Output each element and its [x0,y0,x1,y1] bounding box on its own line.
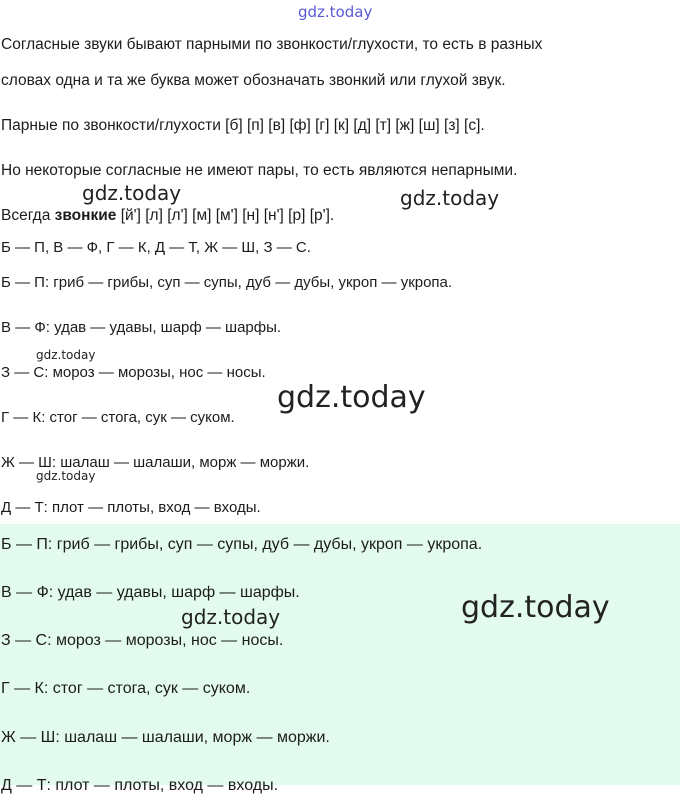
watermark: gdz.today [400,186,500,210]
answer-line: В — Ф: удав — удавы, шарф — шарфы. [1,584,300,601]
example-line: Б — П: гриб — грибы, суп — супы, дуб — дубы, укроп — укропа. [1,274,453,291]
pairs-list-line: Б — П, В — Ф, Г — К, Д — Т, Ж — Ш, З — С. [1,239,311,256]
watermark: gdz.today [461,590,610,625]
unpaired-consonants-line: Но некоторые согласные не имеют пары, то есть являются непарными. [1,162,518,179]
paired-consonants-line: Парные по звонкости/глухости [б] [п] [в] [ф] [г] [к] [д] [т] [ж] [ш] [з] [с]. [1,117,485,134]
intro-line-2: словах одна и та же буква может обозначать звонкий или глухой звук. [1,72,506,89]
example-line: Д — Т: плот — плоты, вход — входы. [1,499,261,516]
example-line: Ж — Ш: шалаш — шалаши, морж — моржи. [1,454,310,471]
always-voiced-line [1,206,334,226]
answer-line: Г — К: стог — стога, сук — суком. [1,680,251,697]
always-voiced-bold: звонкие [54,207,117,224]
answer-line: Д — Т: плот — плоты, вход — входы. [1,777,279,794]
example-line: З — С: мороз — морозы, нос — носы. [1,364,266,381]
example-line: В — Ф: удав — удавы, шарф — шарфы. [1,319,282,336]
watermark: gdz.today [36,469,96,483]
answer-line: Ж — Ш: шалаш — шалаши, морж — моржи. [1,729,330,746]
watermark: gdz.today [181,605,281,629]
watermark: gdz.today [298,3,373,21]
watermark: gdz.today [36,348,96,362]
intro-line-1: Согласные звуки бывают парными по звонкости/глухости, то есть в разных [1,36,543,53]
watermark: gdz.today [82,181,182,205]
watermark: gdz.today [277,380,426,415]
answer-line: Б — П: гриб — грибы, суп — супы, дуб — дубы, укроп — укропа. [1,536,483,553]
always-voiced-list: [й'] [л] [л'] [м] [м'] [н] [н'] [р] [р']. [116,207,335,224]
example-line: Г — К: стог — стога, сук — суком. [1,409,235,426]
always-prefix: Всегда [1,207,55,224]
answer-line: З — С: мороз — морозы, нос — носы. [1,632,284,649]
